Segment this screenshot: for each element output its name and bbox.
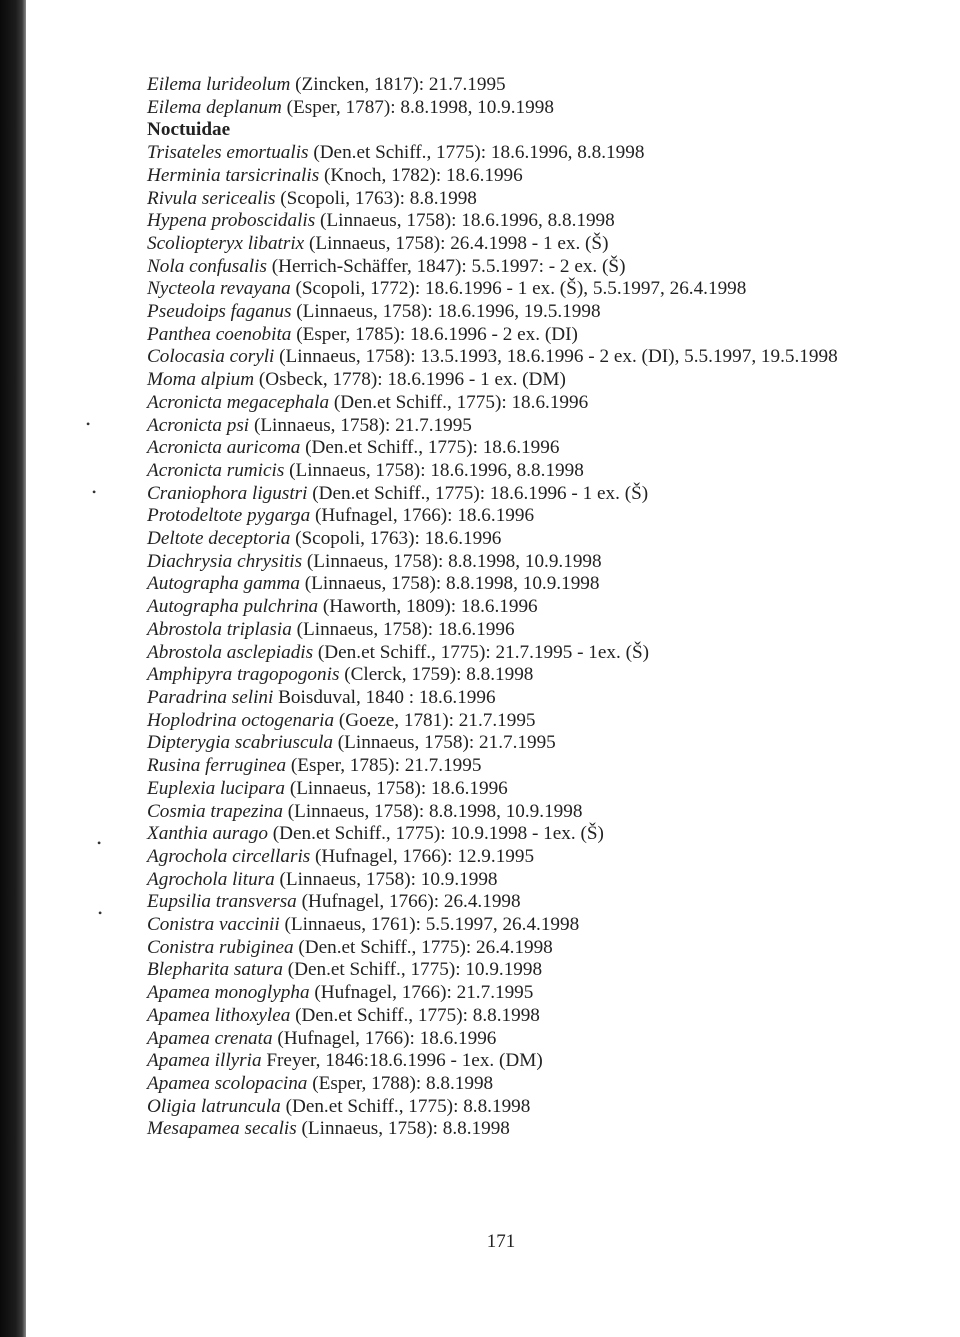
family-heading: Noctuidae xyxy=(147,119,231,141)
species-record: (Linnaeus, 1758): 18.6.1996 xyxy=(291,618,515,640)
species-record: (Zincken, 1817): 21.7.1995 xyxy=(290,74,506,95)
species-name: Apamea crenata xyxy=(147,1027,273,1049)
species-name: Autographa pulchrina xyxy=(147,596,319,618)
species-name: Apamea monoglypha xyxy=(147,982,310,1004)
species-entry xyxy=(147,437,907,460)
species-entry xyxy=(147,324,907,347)
species-name: Hypena proboscidalis xyxy=(147,210,316,232)
species-record: (Osbeck, 1778): 18.6.1996 - 1 ex. (DM) xyxy=(254,369,566,391)
species-record: (Scopoli, 1772): 18.6.1996 - 1 ex. (Š), 5.5.1997, 26.4.1998 xyxy=(290,278,747,300)
species-record: (Linnaeus, 1758): 8.8.1998, 10.9.1998 xyxy=(302,550,602,572)
species-record: (Hufnagel, 1766): 18.6.1996 xyxy=(272,1027,497,1049)
species-entry xyxy=(147,937,907,960)
species-entry xyxy=(147,642,907,665)
species-record: (Goeze, 1781): 21.7.1995 xyxy=(334,709,536,731)
species-name: Colocasia coryli xyxy=(147,346,275,368)
species-entry xyxy=(147,755,907,778)
species-entry xyxy=(147,505,907,528)
species-name: Autographa gamma xyxy=(147,573,300,595)
species-record: (Haworth, 1809): 18.6.1996 xyxy=(318,596,538,618)
species-name: Dipterygia scabriuscula xyxy=(147,732,333,754)
species-name: Deltote deceptoria xyxy=(147,528,291,550)
species-record: (Den.et Schiff., 1775): 26.4.1998 xyxy=(293,936,553,958)
species-name: Amphipyra tragopogonis xyxy=(147,664,340,686)
species-record: (Linnaeus, 1758): 8.8.1998 xyxy=(296,1118,510,1140)
species-entry xyxy=(147,392,907,415)
species-record: (Herrich-Schäffer, 1847): 5.5.1997: - 2 ex. (Š) xyxy=(266,255,626,277)
species-entry xyxy=(147,1028,907,1051)
species-record: Boisduval, 1840 : 18.6.1996 xyxy=(273,686,496,708)
species-name: Herminia tarsicrinalis xyxy=(147,164,320,186)
species-name: Nycteola revayana xyxy=(147,278,291,300)
species-record: (Den.et Schiff., 1775): 18.6.1996 - 1 ex. (Š) xyxy=(307,482,649,504)
species-entry xyxy=(147,1073,907,1096)
species-name: Eupsilia transversa xyxy=(147,891,297,913)
species-name: Craniophora ligustri xyxy=(147,482,308,504)
species-entry xyxy=(147,573,907,596)
species-record: (Den.et Schiff., 1775): 18.6.1996 xyxy=(300,437,560,459)
species-record: (Den.et Schiff., 1775): 8.8.1998 xyxy=(290,1004,540,1026)
species-record: (Hufnagel, 1766): 18.6.1996 xyxy=(310,505,535,527)
species-name: Rivula sericealis xyxy=(147,187,276,209)
species-record: (Linnaeus, 1758): 13.5.1993, 18.6.1996 - 2 ex. (DI), 5.5.1997, 19.5.1998 xyxy=(274,346,838,368)
species-record: (Linnaeus, 1758): 18.6.1996, 19.5.1998 xyxy=(291,301,601,323)
species-name: Paradrina selini xyxy=(147,686,274,708)
species-name: Cosmia trapezina xyxy=(147,800,283,822)
species-name: Apamea scolopacina xyxy=(147,1072,308,1094)
species-entry xyxy=(147,1050,907,1073)
species-record: (Esper, 1785): 21.7.1995 xyxy=(286,755,482,777)
species-entry xyxy=(147,210,907,233)
species-entry xyxy=(147,97,907,120)
species-record: (Linnaeus, 1758): 21.7.1995 xyxy=(249,414,472,436)
species-record: (Hufnagel, 1766): 21.7.1995 xyxy=(309,982,534,1004)
species-entry xyxy=(147,1005,907,1028)
species-name: Mesapamea secalis xyxy=(147,1118,297,1140)
species-entry xyxy=(147,982,907,1005)
species-name: Acronicta psi xyxy=(147,414,250,436)
species-name: Diachrysia chrysitis xyxy=(147,550,303,572)
species-name: Xanthia aurago xyxy=(147,823,268,845)
species-record: (Scopoli, 1763): 8.8.1998 xyxy=(275,187,477,209)
scan-edge-shadow xyxy=(0,0,26,1337)
species-name: Oligia latruncula xyxy=(147,1095,281,1117)
species-name: Scoliopteryx libatrix xyxy=(147,232,305,254)
species-name: Rusina ferruginea xyxy=(147,755,287,777)
species-name: Apamea illyria xyxy=(147,1050,262,1072)
species-entry xyxy=(147,551,907,574)
species-record: (Hufnagel, 1766): 26.4.1998 xyxy=(296,891,521,913)
species-entry xyxy=(147,710,907,733)
species-name: Nola confusalis xyxy=(147,255,267,277)
species-record: (Den.et Schiff., 1775): 18.6.1996 xyxy=(329,391,589,413)
species-entry xyxy=(147,687,907,710)
species-entry xyxy=(147,869,907,892)
species-name: Panthea coenobita xyxy=(147,323,292,345)
species-entry xyxy=(147,959,907,982)
species-name: Conistra vaccinii xyxy=(147,914,280,936)
species-entry xyxy=(147,483,907,506)
species-entry xyxy=(147,346,907,369)
species-entry xyxy=(147,460,907,483)
species-entry xyxy=(147,778,907,801)
species-entry xyxy=(147,1118,907,1141)
species-name: Trisateles emortualis xyxy=(147,142,309,164)
species-record: Freyer, 1846:18.6.1996 - 1ex. (DM) xyxy=(261,1050,543,1072)
species-record: (Den.et Schiff., 1775): 21.7.1995 - 1ex. (Š) xyxy=(313,641,650,663)
species-entry xyxy=(147,233,907,256)
species-record: (Linnaeus, 1758): 26.4.1998 - 1 ex. (Š) xyxy=(304,232,609,254)
species-list xyxy=(147,74,907,1141)
species-name: Eilema lurideolum xyxy=(147,74,291,95)
species-entry xyxy=(147,256,907,279)
species-entry xyxy=(147,596,907,619)
species-name: Abrostola asclepiadis xyxy=(147,641,314,663)
species-entry xyxy=(147,732,907,755)
species-entry xyxy=(147,619,907,642)
species-name: Acronicta megacephala xyxy=(147,391,330,413)
species-record: (Linnaeus, 1758): 18.6.1996, 8.8.1998 xyxy=(315,210,615,232)
species-entry xyxy=(147,369,907,392)
species-record: (Den.et Schiff., 1775): 18.6.1996, 8.8.1998 xyxy=(308,142,645,164)
species-record: (Linnaeus, 1758): 8.8.1998, 10.9.1998 xyxy=(299,573,600,595)
species-entry xyxy=(147,301,907,324)
species-entry xyxy=(147,664,907,687)
species-name: Moma alpium xyxy=(147,369,255,391)
species-record: (Esper, 1788): 8.8.1998 xyxy=(307,1072,494,1094)
species-name: Hoplodrina octogenaria xyxy=(147,709,335,731)
species-record: (Esper, 1785): 18.6.1996 - 2 ex. (DI) xyxy=(291,323,578,345)
species-entry xyxy=(147,914,907,937)
species-entry xyxy=(147,846,907,869)
species-name: Agrochola circellaris xyxy=(147,845,311,867)
species-record: (Linnaeus, 1758): 21.7.1995 xyxy=(333,732,556,754)
species-name: Blepharita satura xyxy=(147,959,283,981)
species-entry xyxy=(147,165,907,188)
species-record: (Den.et Schiff., 1775): 10.9.1998 xyxy=(282,959,543,981)
species-entry xyxy=(147,801,907,824)
species-record: (Linnaeus, 1758): 8.8.1998, 10.9.1998 xyxy=(282,800,583,822)
species-record: (Hufnagel, 1766): 12.9.1995 xyxy=(310,845,535,867)
species-record: (Linnaeus, 1758): 18.6.1996 xyxy=(285,777,508,799)
species-name: Agrochola litura xyxy=(147,868,275,890)
species-entry xyxy=(147,823,907,846)
species-entry xyxy=(147,891,907,914)
species-record: (Linnaeus, 1758): 10.9.1998 xyxy=(274,868,498,890)
margin-mark: • xyxy=(92,485,97,499)
species-record: (Linnaeus, 1758): 18.6.1996, 8.8.1998 xyxy=(284,459,584,481)
species-record: (Den.et Schiff., 1775): 10.9.1998 - 1ex. (Š) xyxy=(268,823,604,845)
species-record: (Esper, 1787): 8.8.1998, 10.9.1998 xyxy=(281,96,554,118)
species-entry xyxy=(147,1096,907,1119)
species-record: (Linnaeus, 1761): 5.5.1997, 26.4.1998 xyxy=(279,914,580,936)
species-entry xyxy=(147,278,907,301)
species-name: Protodeltote pygarga xyxy=(147,505,311,527)
species-name: Abrostola triplasia xyxy=(147,618,292,640)
species-record: (Knoch, 1782): 18.6.1996 xyxy=(319,164,523,186)
species-name: Conistra rubiginea xyxy=(147,936,294,958)
species-name: Acronicta rumicis xyxy=(147,459,285,481)
species-entry xyxy=(147,142,907,165)
species-entry xyxy=(147,74,907,97)
species-name: Eilema deplanum xyxy=(147,96,282,118)
species-entry xyxy=(147,415,907,438)
species-record: (Clerck, 1759): 8.8.1998 xyxy=(339,664,534,686)
margin-mark: • xyxy=(97,836,102,850)
species-name: Acronicta auricoma xyxy=(147,437,301,459)
species-name: Pseudoips faganus xyxy=(147,301,292,323)
species-name: Apamea lithoxylea xyxy=(147,1004,291,1026)
species-name: Euplexia lucipara xyxy=(147,777,286,799)
margin-mark: • xyxy=(86,417,91,431)
species-entry xyxy=(147,528,907,551)
page-number: 171 xyxy=(486,1231,516,1252)
margin-mark: • xyxy=(98,906,103,920)
species-record: (Scopoli, 1763): 18.6.1996 xyxy=(290,528,502,550)
species-entry xyxy=(147,188,907,211)
species-record: (Den.et Schiff., 1775): 8.8.1998 xyxy=(280,1095,531,1117)
